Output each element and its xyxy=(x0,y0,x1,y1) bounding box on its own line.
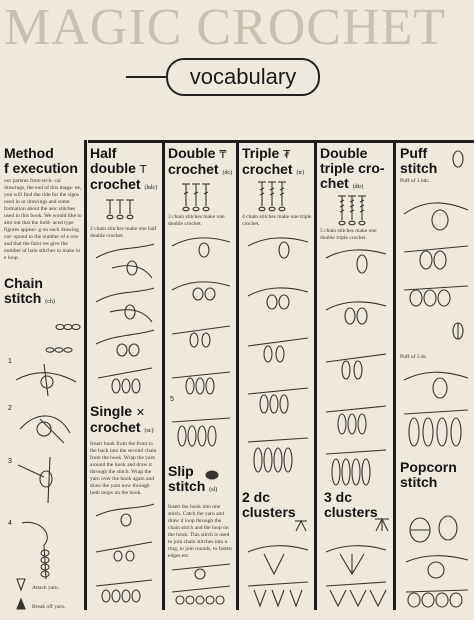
chain-stitch-heading: Chain stitch (ch) xyxy=(4,275,55,306)
sc-steps-illustration xyxy=(92,500,158,610)
hdc-symbol-icon: T xyxy=(139,163,147,176)
sc-symbol-icon: ✕ xyxy=(135,406,146,419)
column-rule-1 xyxy=(84,140,87,610)
two-dc-clusters-column xyxy=(242,490,312,520)
step-number: 2 xyxy=(8,405,12,412)
single-crochet-heading: Single ✕ crochet (sc) xyxy=(90,403,154,435)
single-crochet-column xyxy=(90,404,160,497)
popcorn-stitch-heading: Popcorn stitch xyxy=(400,459,457,490)
puff-dc-illustration xyxy=(400,364,472,454)
puff-stitch-heading: Puff stitch xyxy=(400,145,438,176)
slip-stitch-description: Insert the hook into one stitch. Catch the yarn and draw it loop through the chain stitch and the loop on the hook. This stitch is used to join chain stitches into a ring, to join rounds, to fasten edges etc. xyxy=(168,504,232,559)
three-dc-cluster-symbol-icon xyxy=(374,518,390,532)
break-off-triangle-icon xyxy=(16,598,26,610)
dtr-chart-icon xyxy=(336,194,372,226)
slip-steps-illustration xyxy=(170,560,232,610)
puff-hdc-note: Puff of 3 hdc. xyxy=(400,178,431,184)
step-number: 1 xyxy=(8,358,12,365)
two-dc-clusters-illustration xyxy=(244,540,312,612)
method-column xyxy=(4,146,82,310)
column-rule-2 xyxy=(162,140,165,610)
double-triple-column xyxy=(320,146,392,195)
hdc-chart-icon xyxy=(104,198,140,220)
double-triple-heading: Double triple cro- chet (dtr) xyxy=(320,145,385,191)
break-off-label: Break off yarn. xyxy=(32,604,66,610)
tr-steps-illustration xyxy=(244,228,312,494)
chain-step-1-illustration xyxy=(14,360,80,400)
step-number: 4 xyxy=(8,520,12,527)
attach-yarn-triangle-icon xyxy=(16,578,26,592)
magazine-title: MAGIC CROCHET xyxy=(4,2,447,54)
tr-chart-icon xyxy=(256,180,292,212)
puff-symbol-icon xyxy=(452,150,464,168)
tr-symbol-icon: ₮ xyxy=(283,148,291,161)
slip-stitch-heading: Slip stitch (sl) xyxy=(168,463,218,494)
column-rule-3 xyxy=(236,140,239,610)
puff-dc-symbol-icon xyxy=(452,322,464,340)
tr-description: 4 chain stitches make one triple crochet. xyxy=(242,214,312,227)
slip-stitch-column xyxy=(168,464,234,560)
three-dc-clusters-heading: 3 dc clusters xyxy=(324,489,378,520)
dc-symbol-icon: ₸ xyxy=(219,148,227,161)
method-heading: Method f execution xyxy=(4,145,78,176)
column-top-rule xyxy=(88,140,474,143)
two-dc-cluster-symbol-icon xyxy=(294,520,308,532)
chain-symbol-row-icon xyxy=(46,346,72,354)
two-dc-clusters-heading: 2 dc clusters xyxy=(242,489,296,520)
chain-step-3-illustration xyxy=(14,455,80,505)
method-description: our parents from tech- cal drawings, the end of this maga- ne, you will find the ride for the signs used in ur drawings and some formation about the asic stitches used in this book. We would like to aint out that the bold- aced type figures appear- g on each drawing cor- spond to the number of e row and that the faint res give the number of hain stitches to make in e loop. xyxy=(4,178,82,261)
dc-chart-icon xyxy=(180,182,216,212)
hdc-description: 2 chain stitches make one half double crochet. xyxy=(90,226,157,239)
single-crochet-description: Insert hook from the front to the back into the second chain from the hook. Wrap the yarn around the hook and draw it through the stitch. Wrap the yarn over the hook again and draw the yarn now through both loops on the hook. xyxy=(90,441,157,496)
vocabulary-badge: vocabulary xyxy=(166,58,320,96)
triple-crochet-column xyxy=(242,146,312,181)
dtr-steps-illustration xyxy=(322,240,390,490)
chain-stitch-symbol-icon xyxy=(56,322,80,332)
step-number: 5 xyxy=(170,396,174,403)
step-number: 3 xyxy=(8,458,12,465)
dc-steps-illustration xyxy=(168,226,234,458)
half-double-column xyxy=(90,146,160,196)
subtitle-connector xyxy=(126,76,170,78)
hdc-steps-illustration xyxy=(92,238,158,398)
three-dc-clusters-illustration xyxy=(322,540,390,612)
column-rule-4 xyxy=(314,140,317,610)
dtr-description: 5 chain stitches make one double triple crochet. xyxy=(320,228,377,241)
dc-description: 3 chain stitches make one double crochet. xyxy=(168,214,225,227)
popcorn-stitch-column xyxy=(400,460,472,490)
slip-stitch-symbol-icon xyxy=(205,470,219,480)
puff-dc-note: Puff of 3 dc. xyxy=(400,354,428,360)
triple-crochet-heading: Triple ₮ crochet (tr) xyxy=(242,145,305,177)
half-double-heading: Half double T crochet (hdc) xyxy=(90,145,158,192)
three-dc-clusters-column xyxy=(324,490,392,520)
attach-yarn-label: Attach yarn. xyxy=(32,585,60,591)
chain-step-2-illustration xyxy=(14,405,80,445)
puff-hdc-illustration xyxy=(400,190,472,310)
chain-step-4-illustration xyxy=(14,515,80,581)
double-crochet-column xyxy=(168,146,234,181)
double-crochet-heading: Double ₸ crochet (dc) xyxy=(168,145,233,177)
column-rule-5 xyxy=(393,140,396,610)
popcorn-illustration xyxy=(402,504,472,610)
